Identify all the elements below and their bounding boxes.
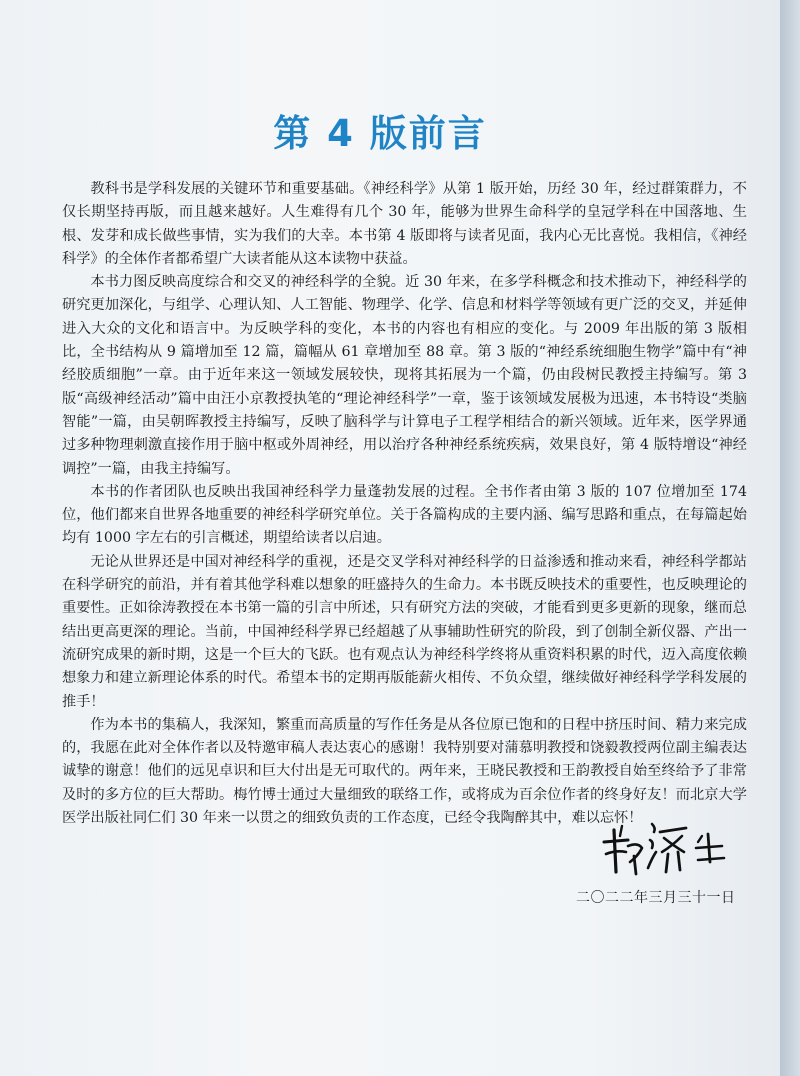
- page-edge: [780, 0, 800, 1076]
- paragraph: 无论从世界还是中国对神经科学的重视，还是交叉学科对神经科学的日益渗透和推动来看，神经科学都站在科学研究的前沿，并有着其他学科难以想象的旺盛持久的生命力。本书既反映技术的重要性，也反映理论的重要性。正如徐涛教授在本书第一篇的引言中所述，只有研究方法的突破，才能看到更多更新的现象，继而总结出更高更深的理论。当前，中国神经科学界已经超越了从事辅助性研究的阶段，到了创制全新仪器、产出一流研究成果的新时期，这是一个巨大的飞跃。也有观点认为神经科学终将从重资料积累的时代，迈入高度依赖想象力和建立新理论体系的时代。希望本书的定期再版能薪火相传、不负众望，继续做好神经科学学科发展的推手！: [62, 553, 747, 710]
- preface-body: [62, 178, 747, 830]
- paragraph: 本书的作者团队也反映出我国神经科学力量蓬勃发展的过程。全书作者由第 3 版的 107 位增加至 174 位，他们都来自世界各地重要的神经科学研究单位。关于各篇构成的主要内涵、编写思路和重点，在每篇起始均有 1000 字左右的引言概述，期望给读者以启迪。: [62, 483, 747, 547]
- page-title: 第 4 版前言: [273, 112, 487, 155]
- paragraph: 作为本书的集稿人，我深知，繁重而高质量的写作任务是从各位原已饱和的日程中挤压时间、精力来完成的，我愿在此对全体作者以及特邀审稿人表达衷心的感谢！我特别要对蒲慕明教授和饶毅教授两位副主编表达诚挚的谢意！他们的远见卓识和巨大付出是无可取代的。两年来，王晓民教授和王韵教授自始至终给予了非常及时的多方位的巨大帮助。梅竹博士通过大量细致的联络工作，或将成为百余位作者的终身好友！而北京大学医学出版社同仁们 30 年来一以贯之的细致负责的工作态度，已经令我陶醉其中，难以忘怀！: [62, 716, 747, 827]
- handwritten-signature: [598, 812, 728, 882]
- paragraph: 本书力图反映高度综合和交叉的神经科学的全貌。近 30 年来，在多学科概念和技术推动下，神经科学的研究更加深化，与组学、心理认知、人工智能、物理学、化学、信息和材料学等领域有更广泛的交叉，并延伸进入大众的文化和语言中。为反映学科的变化，本书的内容也有相应的变化。与 2009 年出版的第 3 版相比，全书结构从 9 篇增加至 12 篇，篇幅从 61 章增加至 88 章。第 3 版的“神经系统细胞生物学”篇中有“神经胶质细胞”一章。由于近年来这一领域发展较快，现将其拓展为一个篇，仍由段树民教授主持编写。第 3 版“高级神经活动”篇中由汪小京教授执笔的“理论神经科学”一章，鉴于该领域发展极为迅速，本书特设“类脑智能”一篇，由吴朝晖教授主持编写，反映了脑科学与计算电子工程学相结合的新兴领域。近年来，医学界通过多种物理刺激直接作用于脑中枢或外周神经，用以治疗各种神经系统疾病，效果良好，第 4 版特增设“神经调控”一篇，由我主持编写。: [62, 274, 747, 477]
- paragraph: 教科书是学科发展的关键环节和重要基础。《神经科学》从第 1 版开始，历经 30 年，经过群策群力，不仅长期坚持再版，而且越来越好。人生难得有几个 30 年，能够为世界生命科学的皇冠学科在中国落地、生根、发芽和成长做些事情，实为我们的大幸。本书第 4 版即将与读者见面，我内心无比喜悦。我相信，《神经科学》的全体作者都希望广大读者能从这本读物中获益。: [62, 181, 747, 267]
- signature-date: 二〇二二年三月三十一日: [576, 890, 736, 906]
